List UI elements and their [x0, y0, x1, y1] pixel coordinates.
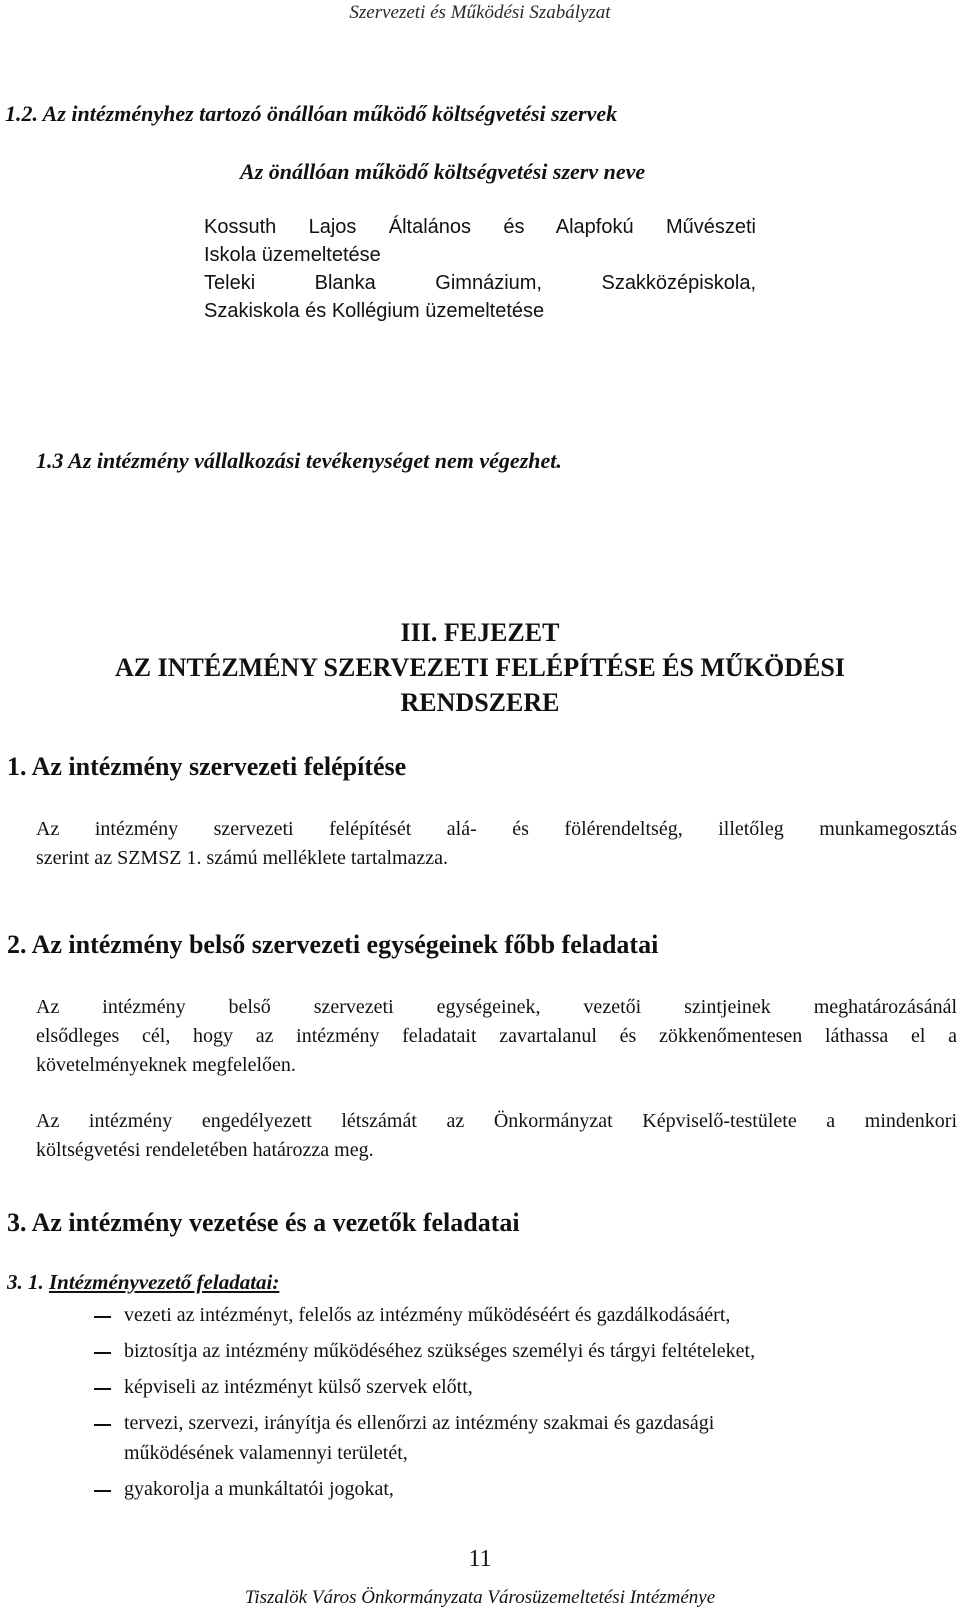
- chapter-title-line: AZ INTÉZMÉNY SZERVEZETI FELÉPÍTÉSE ÉS MŰKÖDÉSI: [115, 653, 845, 682]
- list-item: vezeti az intézményt, felelős az intézmény működéséért és gazdálkodásáért,: [124, 1304, 731, 1326]
- running-header: Szervezeti és Működési Szabályzat: [349, 2, 611, 23]
- section-3-1-title: Intézményvezető feladatai:: [49, 1270, 280, 1294]
- paragraph-line: Az intézmény engedélyezett létszámát az Önkormányzat Képviselő-testülete a mindenkori: [36, 1110, 957, 1132]
- list-item: tervezi, szervezi, irányítja és ellenőrzi az intézmény szakmai és gazdasági: [124, 1412, 715, 1434]
- org-line: Szakiskola és Kollégium üzemeltetése: [204, 300, 545, 322]
- list-item-continuation: működésének valamennyi területét,: [124, 1442, 408, 1464]
- dash-bullet-icon: [94, 1388, 111, 1390]
- paragraph-line: elsődleges cél, hogy az intézmény feladatait zavartalanul és zökkenőmentesen láthassa el a: [36, 1025, 957, 1047]
- section-1-3-heading: 1.3 Az intézmény vállalkozási tevékenységet nem végezhet.: [36, 448, 562, 473]
- paragraph-line: költségvetési rendeletében határozza meg.: [36, 1139, 374, 1161]
- dash-bullet-icon: [94, 1424, 111, 1426]
- org-line: Teleki Blanka Gimnázium, Szakközépiskola,: [204, 272, 756, 294]
- paragraph-line: Az intézmény belső szervezeti egységeinek, vezetői szintjeinek meghatározásánál: [36, 996, 957, 1018]
- section-1-2-heading: 1.2. Az intézményhez tartozó önállóan működő költségvetési szervek: [5, 101, 618, 126]
- org-column-title: Az önállóan működő költségvetési szerv neve: [240, 159, 646, 184]
- paragraph-line: Az intézmény szervezeti felépítését alá- és fölérendeltség, illetőleg munkamegosztás: [36, 818, 957, 840]
- section-3-heading: 3. Az intézmény vezetése és a vezetők feladatai: [7, 1208, 520, 1237]
- org-line: Kossuth Lajos Általános és Alapfokú Művészeti: [204, 216, 756, 238]
- dash-bullet-icon: [94, 1352, 111, 1354]
- section-3-1-heading: [7, 1270, 279, 1295]
- dash-bullet-icon: [94, 1490, 111, 1492]
- list-item: gyakorolja a munkáltatói jogokat,: [124, 1478, 394, 1500]
- paragraph-line: követelményeknek megfelelően.: [36, 1054, 296, 1076]
- running-footer: Tiszalök Város Önkormányzata Városüzemeltetési Intézménye: [244, 1587, 716, 1608]
- section-3-1-number: 3. 1.: [7, 1270, 44, 1294]
- list-item: képviseli az intézményt külső szervek előtt,: [124, 1376, 473, 1398]
- page-number: 11: [468, 1546, 492, 1572]
- paragraph-line: szerint az SZMSZ 1. számú melléklete tartalmazza.: [36, 847, 449, 869]
- section-1-heading: 1. Az intézmény szervezeti felépítése: [7, 752, 407, 781]
- dash-bullet-icon: [94, 1316, 111, 1318]
- chapter-title-line: RENDSZERE: [400, 688, 560, 717]
- org-line: Iskola üzemeltetése: [204, 244, 381, 266]
- section-2-heading: 2. Az intézmény belső szervezeti egységeinek főbb feladatai: [7, 930, 659, 959]
- chapter-number: III. FEJEZET: [400, 618, 560, 647]
- list-item: biztosítja az intézmény működéséhez szükséges személyi és tárgyi feltételeket,: [124, 1340, 756, 1362]
